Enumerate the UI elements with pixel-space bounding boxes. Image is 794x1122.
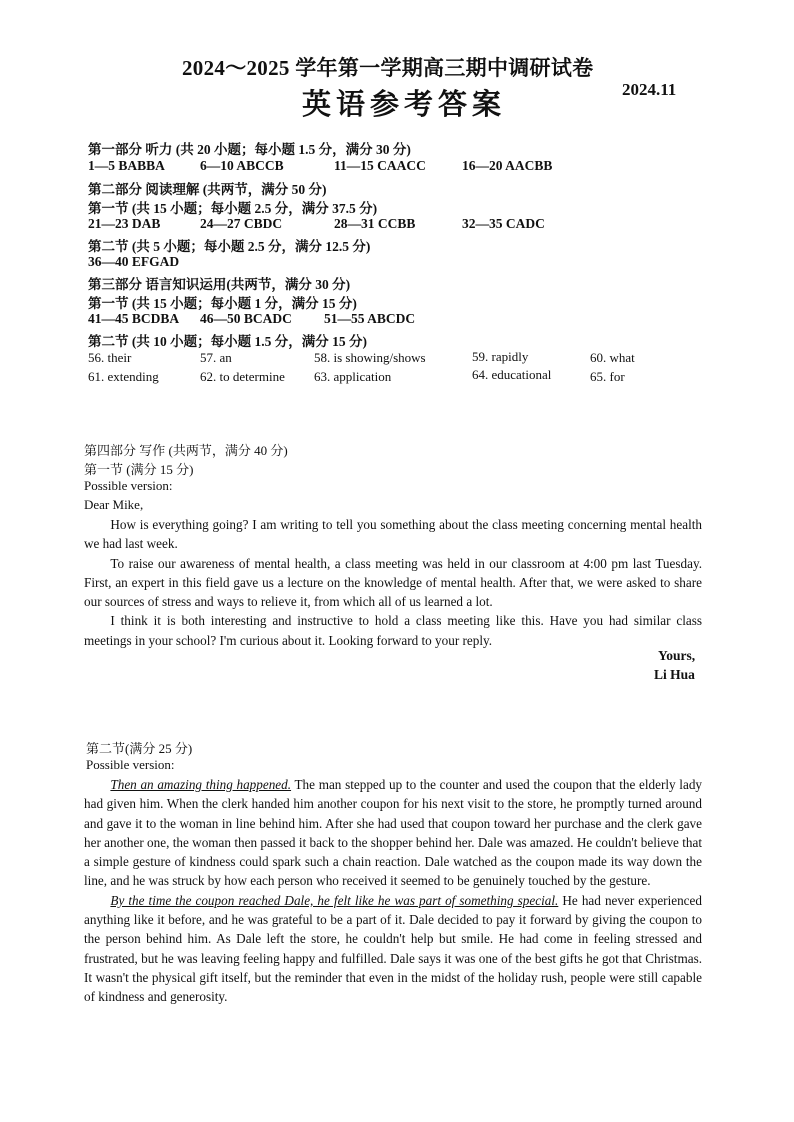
letter-paragraph: How is everything going? I am writing to tell you something about the class meeting concerning mental health we had last week.: [84, 517, 702, 552]
part3-section2-heading: 第二节 (共 10 小题；每小题 1.5 分，满分 15 分): [88, 334, 367, 349]
story-lead-sentence: By the time the coupon reached Dale, he felt like he was part of something special.: [110, 892, 559, 908]
story-paragraph: [84, 775, 702, 891]
letter-body: [84, 515, 702, 650]
fill-answer: 63. application: [314, 369, 392, 384]
fill-answer: 62. to determine: [200, 369, 285, 384]
answer-group: 16—20 AACBB: [462, 158, 553, 173]
document-date: 2024.11: [622, 80, 677, 99]
fill-answer: 64. educational: [472, 367, 552, 382]
answer-group: 41—45 BCDBA: [88, 311, 180, 326]
possible-version-label: Possible version:: [86, 757, 175, 772]
letter-paragraph: I think it is both interesting and instructive to hold a class meeting like this. Have you had similar class meetings in your school? I'm curious about it. Looking forward to your reply.: [84, 613, 702, 648]
part1-heading: 第一部分 听力 (共 20 小题；每小题 1.5 分，满分 30 分): [88, 142, 411, 157]
fill-answer: 61. extending: [88, 369, 159, 384]
answer-group: 32—35 CADC: [462, 216, 545, 231]
part4-section2-heading: 第二节(满分 25 分): [86, 741, 193, 756]
story-paragraph: [84, 891, 702, 1007]
part3-section1-heading: 第一节 (共 15 小题；每小题 1 分，满分 15 分): [88, 296, 357, 311]
story-text: He had never experienced anything like it before, and he was grateful to be a part of it. Dale decided to pay it forward by giving the coupon to the person behind him. As Dale left the store, he couldn't help but smile. He had come in feeling stressed and frustrated, but he was leaving feeling happy and fulfilled. Dale says it was one of the best gifts he got that Christmas. It wasn't the physical gift itself, but the reminder that even in the midst of the holiday rush, people were still capable of kindness and generosity.: [84, 892, 702, 1005]
part2-heading: 第二部分 阅读理解 (共两节，满分 50 分): [88, 182, 327, 197]
possible-version-label: Possible version:: [84, 478, 173, 493]
answer-group: 24—27 CBDC: [200, 216, 283, 231]
answer-group: 21—23 DAB: [88, 216, 161, 231]
fill-answer: 58. is showing/shows: [314, 350, 426, 365]
answer-group: 51—55 ABCDC: [324, 311, 416, 326]
part3-heading: 第三部分 语言知识运用(共两节，满分 30 分): [88, 277, 351, 292]
story-lead-sentence: Then an amazing thing happened.: [110, 777, 292, 792]
letter-paragraph: To raise our awareness of mental health, a class meeting was held in our classroom at 4:00 pm last Tuesday. First, an expert in this field gave us a lecture on the knowledge of mental health. After that, we were asked to share our sources of stress and ways to relieve it, from which all of us learned a lot.: [84, 555, 702, 610]
answer-group: 36—40 EFGAD: [88, 254, 180, 269]
part2-section2-heading: 第二节 (共 5 小题；每小题 2.5 分，满分 12.5 分): [88, 239, 371, 254]
fill-answer: 59. rapidly: [472, 349, 529, 364]
fill-answer: 60. what: [590, 350, 635, 365]
fill-answer: 56. their: [88, 350, 132, 365]
letter-signature: Li Hua: [654, 667, 695, 682]
document-title: 2024～2025 学年第一学期高三期中调研试卷: [182, 56, 594, 80]
answer-group: 28—31 CCBB: [334, 216, 416, 231]
fill-answer: 57. an: [200, 350, 232, 365]
document-subtitle: 英语参考答案: [302, 89, 507, 121]
part2-section1-heading: 第一节 (共 15 小题；每小题 2.5 分，满分 37.5 分): [88, 201, 378, 216]
part4-section1-heading: 第一节 (满分 15 分): [84, 462, 194, 477]
answer-group: 46—50 BCADC: [200, 311, 292, 326]
part4-heading: 第四部分 写作 (共两节，满分 40 分): [84, 443, 288, 458]
fill-answer: 65. for: [590, 369, 625, 384]
letter-closing: Yours,: [658, 648, 696, 663]
story-text: The man stepped up to the counter and used the coupon that the elderly lady had given him. When the clerk handed him another coupon for his next visit to the store, he promptly turned around and gave it to the woman in line behind him. After she had used that coupon toward her purchase and the clerk gave her another one, the woman then passed it back to the shopper behind her. Dale was amazed. He couldn't believe that a simple gesture of kindness could spark such a chain reaction. Dale watched as the coupon made its way down the line, and he was struck by how each person who received it seemed to be genuinely touched by the gesture.: [84, 777, 703, 889]
answer-group: 6—10 ABCCB: [200, 158, 284, 173]
answer-group: 1—5 BABBA: [88, 158, 165, 173]
story-body: [84, 775, 702, 1007]
answer-group: 11—15 CAACC: [334, 158, 426, 173]
letter-greeting: Dear Mike,: [84, 497, 144, 512]
